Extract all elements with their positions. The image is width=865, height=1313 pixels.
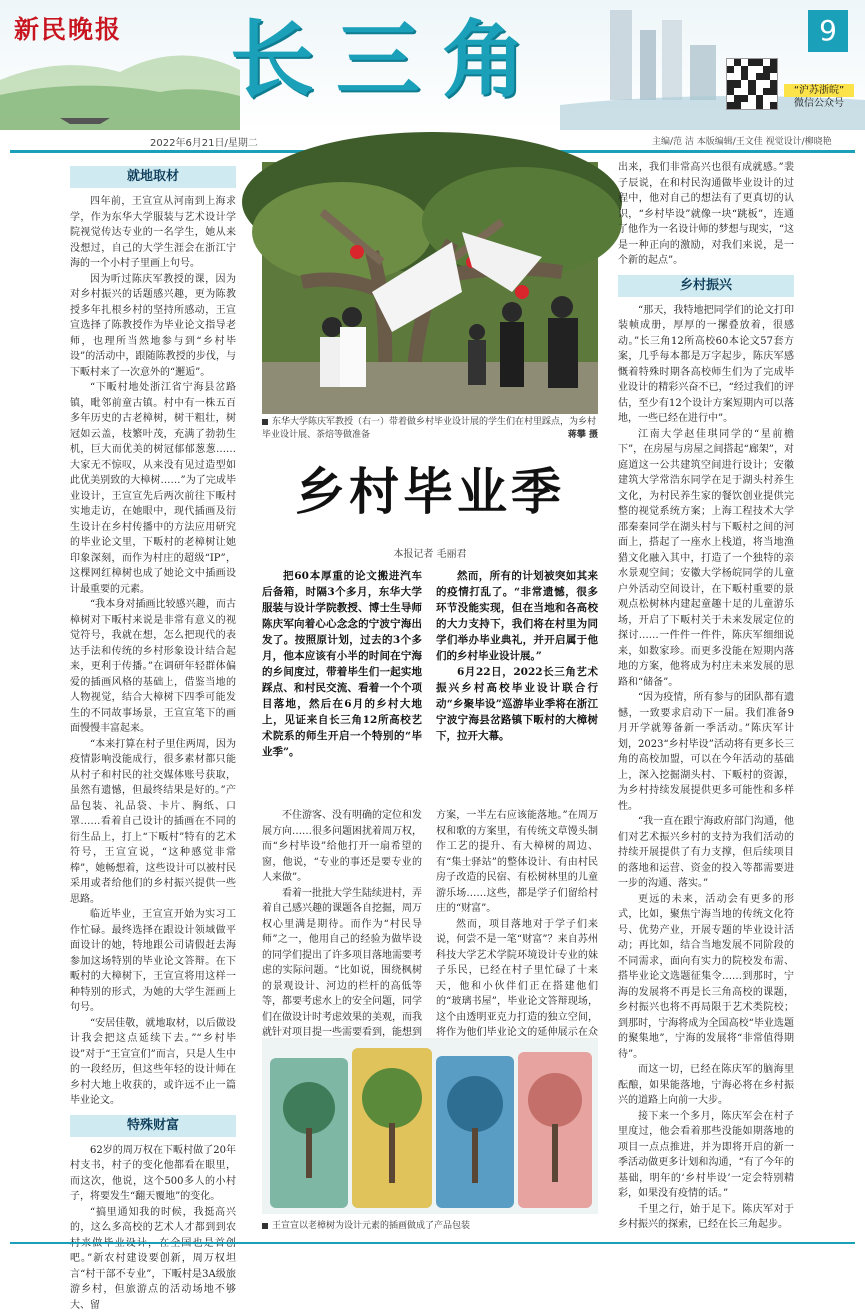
product-illustration: [262, 1038, 598, 1214]
section-heading-rural-revitalization: 乡村振兴: [618, 275, 794, 297]
lead-paragraph-2: 然而，所有的计划被突如其来的疫情打乱了。“非常遗憾，很多环节没能实现，但在当地和各高校的大力支持下，我们将在村里为同学们举办毕业典礼，并开启属于他们的乡村毕业设计展。”: [436, 568, 598, 664]
article-paragraph: “安居佳敬，就地取材，以后做设计我会把这点延续下去。”“乡村毕设”对于“王宣宣们”而言，只是人生中的一段经历，但这些年轻的设计师在乡村大地上收获的，或许远不止一篇毕业论文。: [70, 1016, 236, 1109]
article-paragraph: 看着一批批大学生陆续进村，弄着自己感兴趣的课题各自挖掘，周万权心里满是期待。而作为“村民导师”之一，他用自己的经验为做毕设的同学们提出了许多项目落地需要考虑的实际问题。“比如说，围绕枫树的景观设计、河边的栏杆的高低等等，都要考虑水上的安全问题，同学们在做设计时考虑效果的美观，而我就针对项目提一些需要看到，能想到: [262, 886, 422, 1057]
wechat-name: “沪苏浙皖”: [784, 84, 854, 97]
middle-column-1: [262, 808, 422, 1034]
lead-column-1: [262, 568, 422, 798]
section-heading-special-wealth: 特殊财富: [70, 1115, 236, 1137]
byline: 本报记者 毛丽君: [262, 545, 598, 560]
left-paragraphs-a: [70, 194, 236, 1109]
article-paragraph: “我本身对插画比较感兴趣，而古樟树对下畈村来说是非常有意义的视觉符号，我就在想，怎么把现代的表达手法和传统的乡村形象设计结合起来，更利于传播。”在调研年轻群体偏爱的插画风格的基础上，借鉴当地的人物视觉，结合大樟树下四季可能发生的不同故事场景，王宣宣笔下的画面慢慢丰富起来。: [70, 597, 236, 737]
article-paragraph: 62岁的周万权在下畈村做了20年村支书，村子的变化他都看在眼里，而这次，他说，这个500多人的小村子，将要发生“翻天覆地”的变化。: [70, 1143, 236, 1205]
article-paragraph: “我一直在跟宁海政府部门沟通，他们对艺术振兴乡村的支持为我们活动的持续开展提供了有力支撑，但后续项目的落地和运营、资金的投入等都需要进一步的沟通、落实。”: [618, 814, 794, 892]
photo-credit: 蒋攀 摄: [568, 429, 598, 442]
footer-divider: [10, 1242, 855, 1244]
packaging-illustration: [262, 1038, 598, 1214]
tree-photo-illustration: [262, 162, 598, 414]
page-title: 长三角: [230, 18, 548, 102]
left-paragraphs-b: [70, 1143, 236, 1313]
caption-marker-icon: [262, 1223, 268, 1229]
wechat-label: 微信公众号: [794, 98, 844, 109]
right-paragraphs-b: [618, 303, 794, 1233]
qr-code-icon[interactable]: [726, 58, 778, 110]
article-paragraph: 而这一切，已经在陈庆军的脑海里酝酿，如果能落地，宁海必将在乡村振兴的道路上向前一大步。: [618, 1062, 794, 1109]
article-paragraph: “那天，我特地把同学们的论文打印装帧成册，厚厚的一摞叠放着，很感动。”长三角12所高校60本论文57套方案，几乎每本都是万字起步，陈庆军感慨着特殊时期各高校师生们为了完成毕业设计的精彩兴奋不已，“经过我们的评估，至少有12个设计方案短期内可以落地，一些已经在进行中”。: [618, 303, 794, 427]
lead-column-2: [436, 568, 598, 798]
page-number: 9: [808, 10, 848, 52]
article-paragraph: 临近毕业，王宣宣开始为实习工作忙碌。最终选择在跟设计领域做平面设计的她，特地跟公司请假赶去海参加这场特别的毕业论文答辩。在下畈村的大樟树下，王宣宣将用这样一种特别的形式，为她的大学生涯画上句号。: [70, 907, 236, 1016]
section-heading-local-materials: 就地取材: [70, 166, 236, 188]
wechat-account: [784, 84, 854, 110]
article-paragraph: 四年前，王宣宣从河南到上海求学，作为东华大学服装与艺术设计学院视觉传达专业的一名学生，她从来没想过，自己的大学生涯会在浙江宁海的一个小村子里画上句号。: [70, 194, 236, 272]
issue-date: 2022年6月21日/星期二: [150, 134, 258, 149]
right-column: [618, 160, 794, 1238]
illustration-caption-text: 王宣宣以老樟树为设计元素的插画做成了产品包装: [272, 1221, 470, 1231]
article-paragraph: “因为疫情，所有参与的团队都有遗憾，一致要求启动下一届。我们准备9月开学就筹备新一季活动。”陈庆军计划，2023“乡村毕设”活动将有更多长三角的高校加盟，可以在今年活动的基础上，深入挖掘湖头村、下畈村的资源，为乡村持续发展提供更多可能性和多样性。: [618, 690, 794, 814]
article-paragraph: 方案，一半左右应该能落地。”在周万权和歌的方案里，有传统文草馒头制作工艺的提升、有大樟树的周边、有“集士驿站”的整体设计、有由村民房子改造的民宿、有松树林里的儿童游乐场……这些，都是学子们留给村庄的“财富”。: [436, 808, 598, 917]
newspaper-logo: 新民晚报: [14, 10, 122, 46]
lead-paragraph-1: 把60本厚重的论文搬进汽车后备箱，时隔3个多月，东华大学服装与设计学院教授、博士生导师陈庆军向着心心念念的宁波宁海出发了。按照原计划，过去的3个多月，他本应该有小半的时间在宁海的乡间度过，带着毕生们一起实地踩点、和村民交流、看着一个个项目落地，然后在6月的乡村大地上，见证来自长三角12所高校艺术院系的师生开启一个特别的“毕业季”。: [262, 568, 422, 760]
article-paragraph: 因为听过陈庆军教授的课，因为对乡村振兴的话题感兴趣，更为陈教授多年扎根乡村的坚持所感动，王宣宣选择了陈教授作为毕业论文指导老师，也理所当然地参与到“乡村毕设”的活动中，跟随陈教授的步伐，与下畈村来了一次意外的“邂逅”。: [70, 272, 236, 381]
article-paragraph: “下畈村地处浙江省宁海县岔路镇，毗邻前童古镇。村中有一株五百多年历史的古老樟树，树干粗壮，树冠如云盖，枝繁叶茂，充满了勃勃生机，巨大而优美的树冠郁郁葱葱……大家无不惊叹，从来没有见过造型如此优美别致的大樟树……”为了完成毕业设计，王宣宣先后两次前往下畈村实地走访，在她眼中，现代插画及衍生设计在乡村传播中的方法应用研究的毕业论文里，下畈村的老樟树让她印象深刻，而作为村庄的超级“IP”，这棵网红樟树也成了她论文中插画设计最重要的元素。: [70, 380, 236, 597]
headline: 乡村毕业季: [262, 452, 598, 532]
middle-column-2: [436, 808, 598, 1034]
caption-marker-icon: [262, 419, 268, 425]
article-paragraph: 江南大学赵佳琪同学的“星前檐下”，在房屋与房屋之间搭起“廊架”，对庭道这一公共建筑空间进行设计；安徽建筑大学常浩东同学在足于湖头村养生文化，为村民养生家的餐饮创业提供完整的视觉系统方案；上海工程技术大学邵秦秦同学在湖头村与下畈村之间的河面上，搭起了一座水上栈道，将当地渔猎文化融入其中，打造了一个独特的亲水景观空间；安徽大学杨皖同学的儿童户外活动空间设计，在下畈村重要的景观点松树林内建起童趣十足的儿童游乐场，开启了下畈村关于未来发展定位的探讨……一件件一件件，陈庆军细细说来，如数家珍。而更多没能在短期内落地的方案，他将成为村庄未来发展的思路和“储备”。: [618, 427, 794, 691]
article-paragraph: 然而，项目落地对于学子们来说，何尝不是一笔“财富”？来自苏州科技大学艺术学院环境设计专业的妹子乐民，已经在村子里忙碌了十来天，他和小伙伴们正在搭建他们的“玻璃书屋”，毕业论文答辩现场，这个由透明亚克力打造的独立空间，将作为他们毕业论文的延伸展示在众: [436, 917, 598, 1057]
lead-paragraph-3: 6月22日，2022长三角艺术振兴乡村高校毕业设计联合行动“乡聚毕设”巡游毕业季将在浙江宁波宁海县岔路镇下畈村的大樟树下，拉开大幕。: [436, 664, 598, 744]
article-paragraph: 更远的未来，活动会有更多的形式，比如，聚焦宁海当地的传统文化符号、优势产业，开展专题的毕业设计活动；再比如，结合当地发展不同阶段的不同需求，面向有实力的院校发布需、搭毕业论文选题征集令……到那时，宁海的发展将不再是长三角高校的课题，乡村振兴也将不再局限于艺术类院校；到那时，宁海将成为全国高校“毕业选题的聚集地”，宁海的发展将“非常值得期待”。: [618, 892, 794, 1063]
photo-caption-text: 东华大学陈庆军教授（右一）带着做乡村毕业设计展的学生们在村里踩点，为乡村毕业设计展、茶焙等做准备: [262, 417, 596, 440]
article-paragraph: 出来，我们非常高兴也很有成就感。”裴子辰说，在和村民沟通做毕业设计的过程中，他对自己的想法有了更真切的认识，“乡村毕设”就像一块“跳板”，连通了他作为一名设计师的梦想与现实，“这是一种正向的激励，对我们来说，是一个新的起点”。: [618, 160, 794, 269]
editor-credits: 主编/范 洁 本版编辑/王文佳 视觉设计/柳晓艳: [652, 134, 832, 147]
article-paragraph: 接下来一个多月，陈庆军会在村子里度过，他会看着那些没能如期落地的项目一点点推进，并为即将开启的新一季活动做更多计划和沟通，“有了今年的基础，明年的‘乡村毕设’一定会特别精彩，如果没有疫情的话。”: [618, 1109, 794, 1202]
article-paragraph: “本来打算在村子里住两周，因为疫情影响没能成行，很多素材都只能从村子和村民的社交媒体账号获取，虽然有遗憾，但最终结果是好的。”产品包装、礼品袋、卡片、胸纸、口罩……看着自己设计的插画在不同的衍生品上，打上“下畈村”特有的艺术符号，王宣宣说，“这种感觉非常棒”，她畅想着，这些设计可以被村民采用或者给他们的乡村振兴提供一些思路。: [70, 737, 236, 908]
illustration-caption: [262, 1218, 598, 1231]
article-paragraph: “搞里通知我的时候，我挺高兴的，这么多高校的艺术人才都到到农 吧。”新农村建设要创新，周万权坦言“村干部不专业”，下畈村是3A级旅游乡村，但旅游点的活动场地不够大、留: [70, 1205, 236, 1313]
article-paragraph: 千里之行，始于足下。陈庆军对于乡村振兴的探索，已经在长三角起步。: [618, 1202, 794, 1233]
right-paragraphs-a: [618, 160, 794, 269]
photo-caption: [262, 416, 598, 442]
lead-photo: [262, 162, 598, 414]
article-paragraph: 不住游客、没有明确的定位和发展方向……很多问题困扰着周万权，而“乡村毕设”给他打开一扇希望的窗，他说，“专业的事还是要专业的人来做”。: [262, 808, 422, 886]
left-column: [70, 160, 236, 1238]
